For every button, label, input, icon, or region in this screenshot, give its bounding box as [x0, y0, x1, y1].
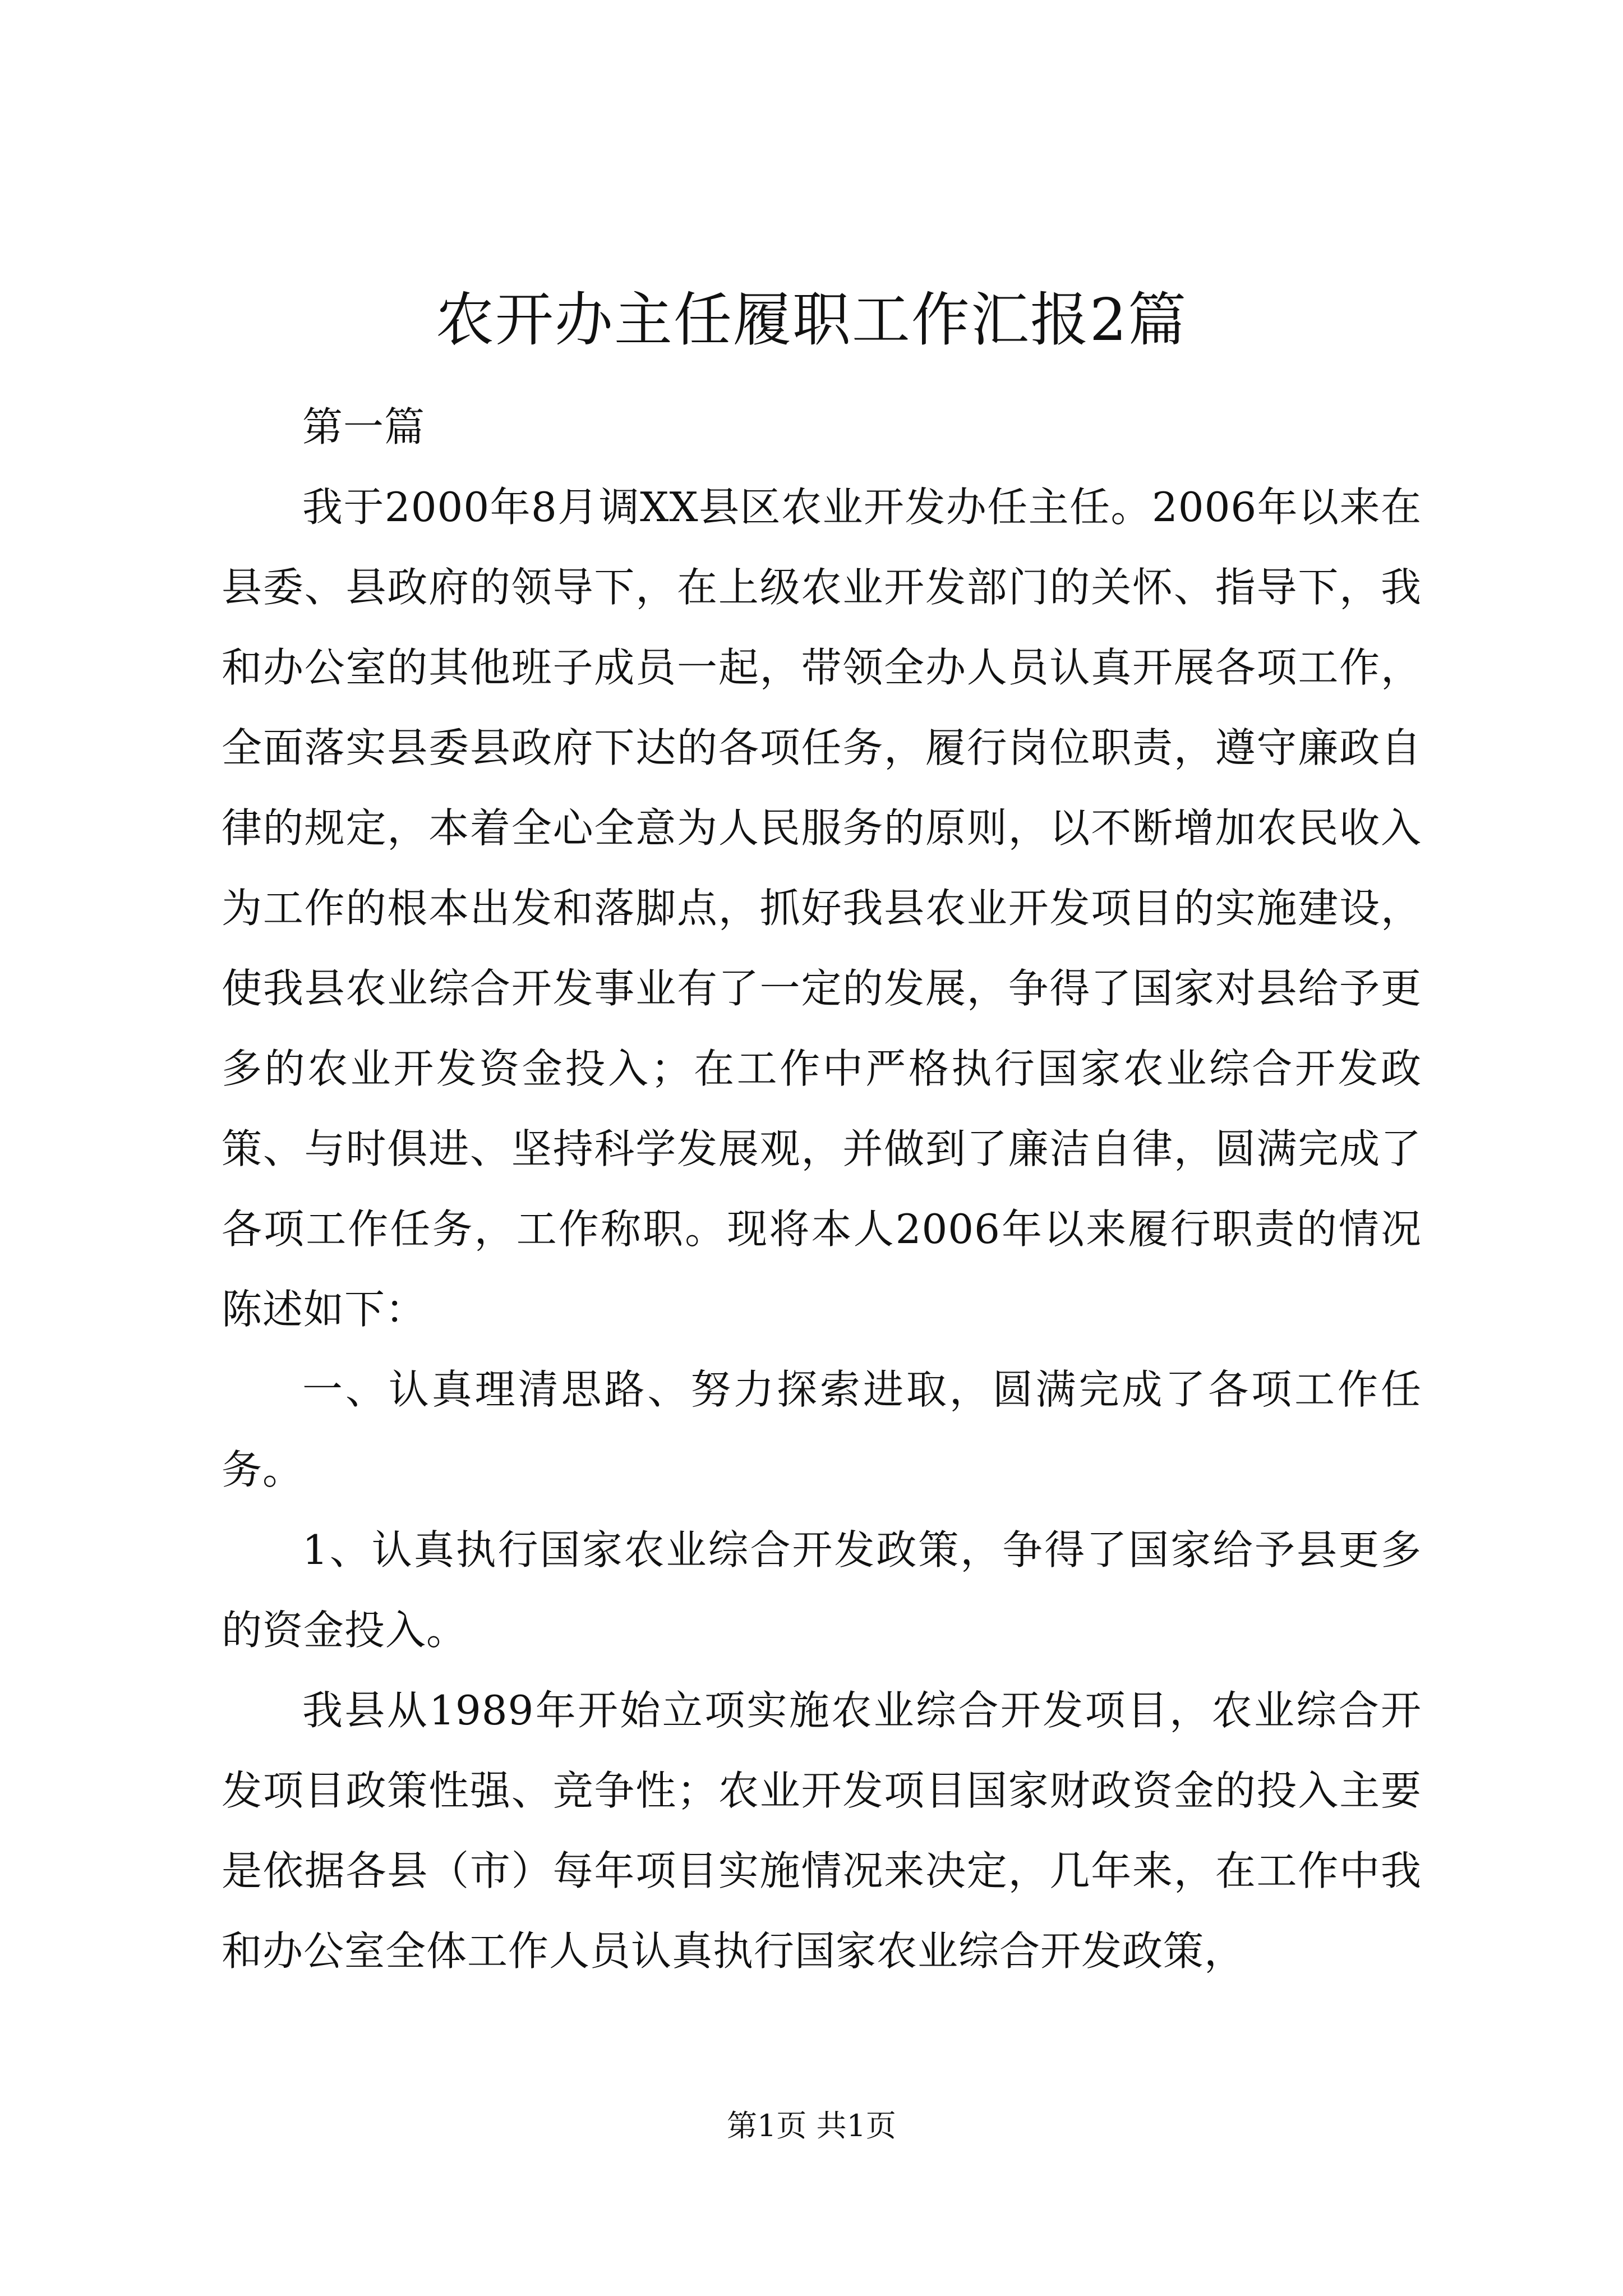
- page-footer: 第1页 共1页: [727, 2108, 896, 2143]
- document-body: [222, 387, 1422, 1991]
- paragraph-heading-1: 一、认真理清思路、努力探索进取，圆满完成了各项工作任务。: [222, 1366, 1422, 1493]
- section-heading: 第一篇: [302, 403, 426, 450]
- paragraph-intro: 我于2000年8月调XX县区农业开发办任主任。2006年以来在县委、县政府的领导下，在上级农业开发部门的关怀、指导下，我和办公室的其他班子成员一起，带领全办人员认真开展各项工作，全面落实县委县政府下达的各项任务，履行岗位职责，遵守廉政自律的规定，本着全心全意为人民服务的原则，以不断增加农民收入为工作的根本出发和落脚点，抓好我县农业开发项目的实施建设，使我县农业综合开发事业有了一定的发展，争得了国家对县给予更多的农业开发资金投入；在工作中严格执行国家农业综合开发政策、与时俱进、坚持科学发展观，并做到了廉洁自律，圆满完成了各项工作任务，工作称职。现将本人2006年以来履行职责的情况陈述如下：: [222, 484, 1422, 1333]
- paragraph-body-1: 我县从1989年开始立项实施农业综合开发项目，农业综合开发项目政策性强、竞争性；农业开发项目国家财政资金的投入主要是依据各县（市）每年项目实施情况来决定，几年来，在工作中我和办公室全体工作人员认真执行国家农业综合开发政策，: [222, 1687, 1422, 1975]
- paragraph-subheading-1: 1、认真执行国家农业综合开发政策，争得了国家给予县更多的资金投入。: [222, 1526, 1422, 1654]
- document-title: 农开办主任履职工作汇报2篇: [435, 286, 1188, 354]
